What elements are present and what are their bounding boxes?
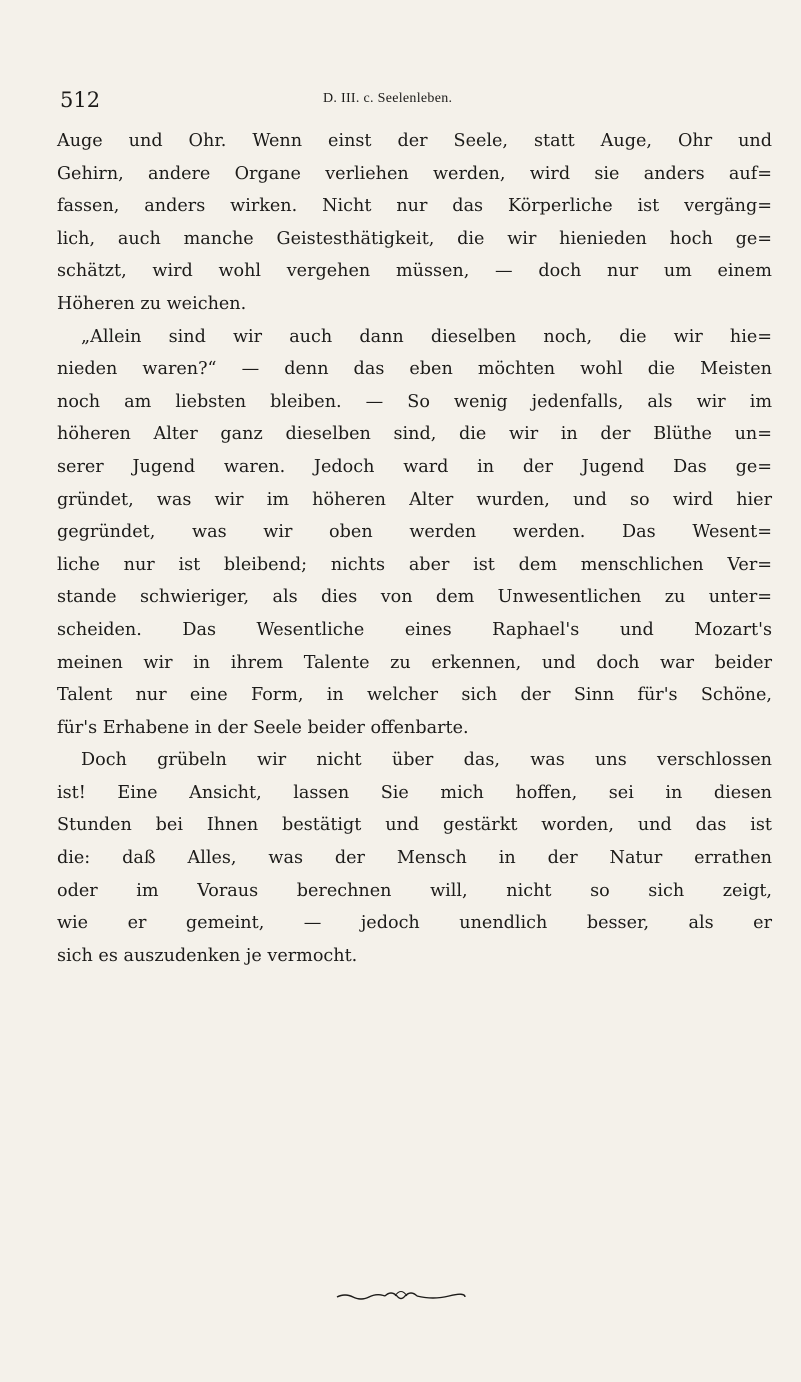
text-line: gegründet, was wir oben werden werden. Das Wesent= [57, 522, 772, 543]
text-line: lich, auch manche Geistesthätigkeit, die wir hienieden hoch ge= [57, 228, 772, 249]
text-line: stande schwieriger, als dies von dem Unwesentlichen zu unter= [57, 587, 772, 608]
text-line: wie er gemeint, — jedoch unendlich besser, als er [57, 913, 772, 934]
text-line: Talent nur eine Form, in welcher sich der Sinn für's Schöne, [57, 685, 772, 706]
text-line: serer Jugend waren. Jedoch ward in der Jugend Das ge= [57, 456, 772, 477]
page-header [60, 88, 760, 112]
text-line: noch am liebsten bleiben. — So wenig jedenfalls, als wir im [57, 391, 772, 412]
text-line: gründet, was wir im höheren Alter wurden, und so wird hier [57, 489, 772, 510]
text-line: sich es auszudenken je vermocht. [57, 945, 358, 966]
page-number: 512 [60, 88, 101, 112]
text-line: schätzt, wird wohl vergehen müssen, — doch nur um einem [57, 261, 772, 282]
text-line: liche nur ist bleibend; nichts aber ist dem menschlichen Ver= [57, 554, 772, 575]
text-line: scheiden. Das Wesentliche eines Raphael's und Mozart's [57, 619, 772, 640]
text-line: „Allein sind wir auch dann dieselben noch, die wir hie= [81, 326, 772, 347]
text-line: Auge und Ohr. Wenn einst der Seele, statt Auge, Ohr und [57, 131, 772, 151]
text-line: ist! Eine Ansicht, lassen Sie mich hoffen, sei in diesen [57, 782, 772, 803]
text-line: Stunden bei Ihnen bestätigt und gestärkt worden, und das ist [57, 815, 772, 836]
text-line: meinen wir in ihrem Talente zu erkennen, und doch war beider [57, 652, 772, 673]
text-line: nieden waren?“ — denn das eben möchten wohl die Meisten [57, 359, 772, 380]
text-line: oder im Voraus berechnen will, nicht so sich zeigt, [57, 880, 772, 901]
text-line: Doch grübeln wir nicht über das, was uns verschlossen [81, 750, 772, 771]
end-ornament [335, 1288, 467, 1304]
text-line: für's Erhabene in der Seele beider offenbarte. [57, 717, 469, 738]
text-line: die: daß Alles, was der Mensch in der Natur errathen [57, 848, 772, 869]
text-line: Höheren zu weichen. [57, 293, 247, 314]
running-head: D. III. c. Seelenleben. [323, 91, 453, 106]
body-text [57, 125, 772, 972]
text-line: fassen, anders wirken. Nicht nur das Körperliche ist vergäng= [57, 196, 772, 217]
text-line: höheren Alter ganz dieselben sind, die wir in der Blüthe un= [57, 424, 772, 445]
text-line: Gehirn, andere Organe verliehen werden, wird sie anders auf= [57, 163, 772, 184]
